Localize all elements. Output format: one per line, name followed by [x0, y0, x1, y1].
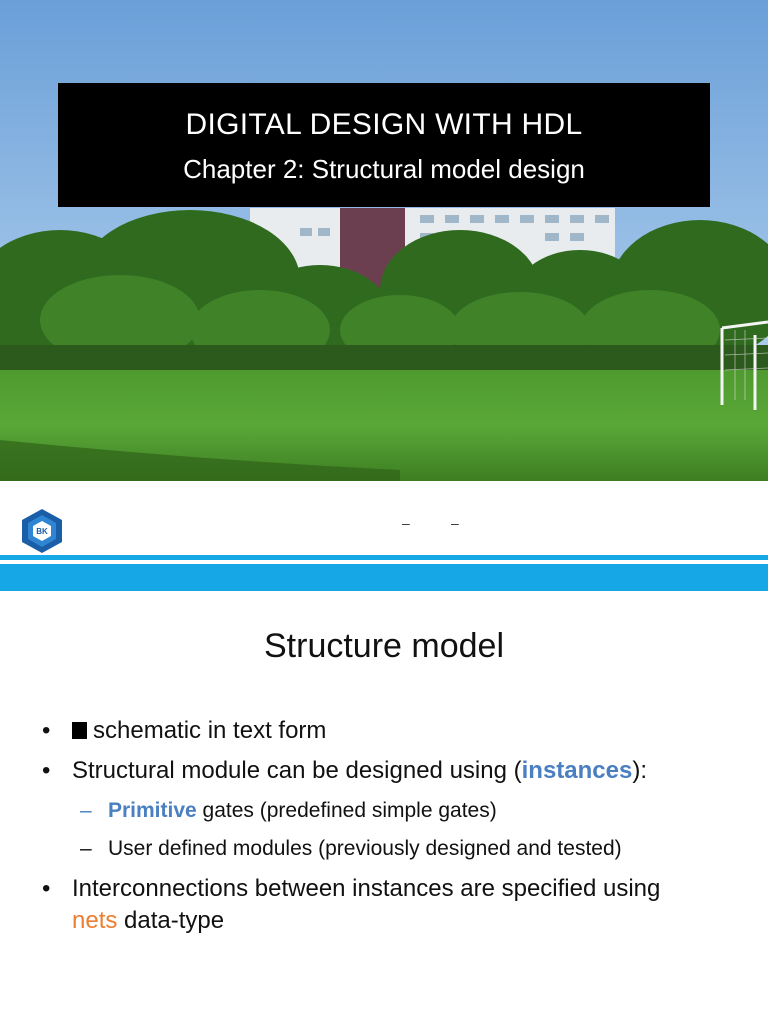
slide-title: Structure model — [264, 627, 504, 665]
title-banner — [58, 83, 710, 207]
highlight-nets: nets — [72, 907, 118, 934]
sub-bullet-dash: – — [80, 837, 92, 860]
sub-bullet-text: gates (predefined simple gates) — [196, 799, 497, 822]
separator-dash-left: – — [402, 515, 410, 531]
accent-bar — [0, 564, 768, 591]
bullet-dot: • — [42, 757, 51, 784]
sub-bullet-dash: – — [80, 799, 92, 822]
bullet-dot: • — [42, 875, 51, 902]
bullet-dot: • — [42, 717, 51, 744]
separator-dash-right: – — [451, 515, 459, 531]
bullet-text: Structural module can be designed using ( — [72, 757, 522, 784]
campus-photo — [0, 0, 768, 481]
bk-university-logo — [18, 507, 66, 555]
highlight-primitive: Primitive — [108, 799, 197, 822]
chapter-subtitle: Chapter 2: Structural model design — [183, 154, 585, 184]
svg-text:BK: BK — [36, 527, 48, 536]
highlight-instances: instances — [521, 757, 633, 784]
accent-line — [0, 555, 768, 560]
sub-bullet-text: User defined modules (previously designed and tested) — [108, 837, 622, 860]
bullet-text: schematic in text form — [93, 717, 327, 744]
presentation-title: DIGITAL DESIGN WITH HDL — [185, 108, 583, 141]
bullet-text-end: data-type — [117, 907, 225, 934]
bullet-text-end: ): — [632, 757, 647, 784]
bullet-text: Interconnections between instances are specified using — [72, 875, 661, 902]
content-slide — [0, 591, 768, 1024]
bullet-continuation — [72, 905, 224, 937]
placeholder-glyph — [72, 722, 87, 739]
slide-separator — [0, 481, 768, 591]
title-slide — [0, 0, 768, 481]
